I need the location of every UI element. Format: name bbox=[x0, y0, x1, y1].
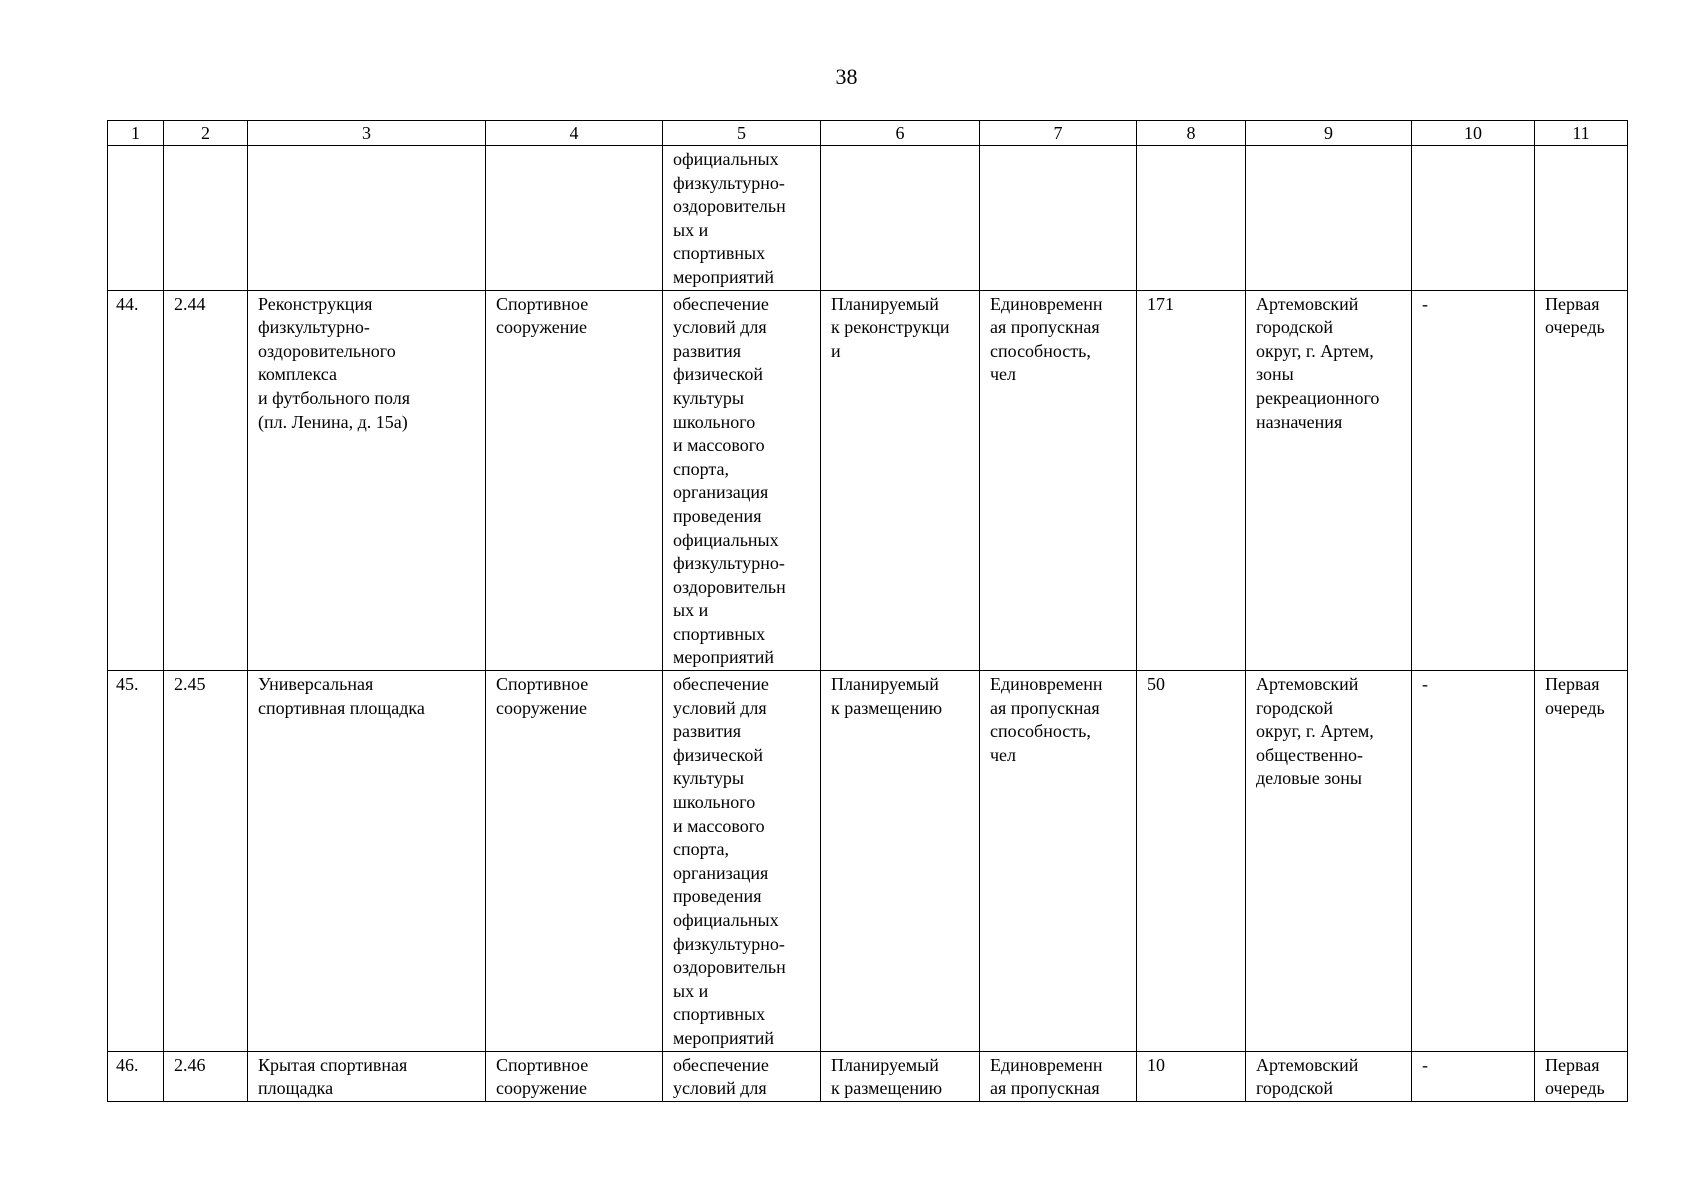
status-cell bbox=[821, 290, 980, 671]
column-header: 1 bbox=[108, 121, 164, 146]
column-header: 8 bbox=[1137, 121, 1246, 146]
table-cell bbox=[980, 146, 1137, 291]
table-cell bbox=[821, 146, 980, 291]
table-cell bbox=[486, 146, 663, 291]
object-name: Крытая спортивная площадка bbox=[258, 1054, 408, 1099]
stage-cell bbox=[1535, 671, 1628, 1052]
object-code: 2.44 bbox=[174, 293, 206, 314]
column-header: 2 bbox=[164, 121, 248, 146]
characteristic-text: Единовременн ая пропускная bbox=[990, 1054, 1103, 1099]
column-header: 3 bbox=[248, 121, 486, 146]
table-cell bbox=[108, 146, 164, 291]
zone-text: - bbox=[1422, 293, 1428, 314]
column-header: 6 bbox=[821, 121, 980, 146]
table-cell bbox=[1137, 146, 1246, 291]
stage-text: Первая очередь bbox=[1545, 293, 1605, 338]
location-text: Артемовский городской округ, г. Артем, общественно- деловые зоны bbox=[1256, 674, 1374, 789]
stage-text: Первая очередь bbox=[1545, 1054, 1605, 1099]
status-text: Планируемый к размещению bbox=[831, 674, 943, 718]
purpose-text: обеспечение условий для развития физической культуры школьного и массового спорта, организация проведения официальных физкультурно- оздоровительн ых и спортивных мероприятий bbox=[673, 293, 786, 668]
table-row bbox=[108, 671, 1628, 1052]
characteristic-cell bbox=[980, 290, 1137, 671]
object-type: Спортивное сооружение bbox=[496, 1054, 589, 1099]
zone-cell bbox=[1412, 1051, 1535, 1101]
characteristic-cell bbox=[980, 1051, 1137, 1101]
object-type: Спортивное сооружение bbox=[496, 674, 589, 718]
column-header: 5 bbox=[663, 121, 821, 146]
zone-cell bbox=[1412, 290, 1535, 671]
characteristic-text: Единовременн ая пропускная способность, чел bbox=[990, 293, 1103, 385]
object-name: Реконструкция физкультурно- оздоровительного комплекса и футбольного поля (пл. Ленина, д. 15а) bbox=[258, 293, 411, 432]
table-row bbox=[108, 1051, 1628, 1101]
row-number: 46. bbox=[116, 1054, 139, 1075]
location-text: Артемовский городской округ, г. Артем, зоны рекреационного назначения bbox=[1256, 293, 1380, 432]
characteristic-text: Единовременн ая пропускная способность, чел bbox=[990, 674, 1103, 765]
row-number-cell bbox=[108, 1051, 164, 1101]
zone-text: - bbox=[1422, 674, 1428, 695]
object-code-cell bbox=[164, 671, 248, 1052]
object-name: Универсальная спортивная площадка bbox=[258, 674, 425, 718]
characteristic-cell bbox=[980, 671, 1137, 1052]
table-cell bbox=[248, 146, 486, 291]
object-type: Спортивное сооружение bbox=[496, 293, 589, 338]
table-cell bbox=[164, 146, 248, 291]
object-name-cell bbox=[248, 1051, 486, 1101]
row-number-cell bbox=[108, 290, 164, 671]
page-number: 38 bbox=[835, 64, 858, 89]
object-code: 2.46 bbox=[174, 1054, 206, 1075]
table-cell bbox=[1246, 146, 1412, 291]
object-type-cell bbox=[486, 1051, 663, 1101]
status-text: Планируемый к размещению bbox=[831, 1054, 943, 1099]
stage-cell bbox=[1535, 290, 1628, 671]
column-header: 4 bbox=[486, 121, 663, 146]
value-text: 50 bbox=[1147, 674, 1165, 695]
column-header: 7 bbox=[980, 121, 1137, 146]
purpose-text: обеспечение условий для развития физической культуры школьного и массового спорта, организация проведения официальных физкультурно- оздоровительн ых и спортивных мероприятий bbox=[673, 674, 786, 1048]
row-number-cell bbox=[108, 671, 164, 1052]
object-code-cell bbox=[164, 290, 248, 671]
planning-table bbox=[107, 120, 1628, 1102]
column-header: 9 bbox=[1246, 121, 1412, 146]
location-cell bbox=[1246, 290, 1412, 671]
stage-cell bbox=[1535, 1051, 1628, 1101]
object-type-cell bbox=[486, 290, 663, 671]
location-text: Артемовский городской bbox=[1256, 1054, 1359, 1099]
column-header: 10 bbox=[1412, 121, 1535, 146]
value-cell bbox=[1137, 290, 1246, 671]
purpose-cell bbox=[663, 290, 821, 671]
table-cell bbox=[1535, 146, 1628, 291]
table-row-continuation bbox=[108, 146, 1628, 291]
zone-cell bbox=[1412, 671, 1535, 1052]
location-cell bbox=[1246, 1051, 1412, 1101]
status-cell bbox=[821, 671, 980, 1052]
status-text: Планируемый к реконструкци и bbox=[831, 293, 950, 361]
row-number: 45. bbox=[116, 674, 139, 695]
object-name-cell bbox=[248, 671, 486, 1052]
table-cell bbox=[1412, 146, 1535, 291]
table-cell bbox=[663, 146, 821, 291]
purpose-text: официальных физкультурно- оздоровительн ых и спортивных мероприятий bbox=[673, 149, 786, 287]
column-header: 11 bbox=[1535, 121, 1628, 146]
object-type-cell bbox=[486, 671, 663, 1052]
purpose-cell bbox=[663, 671, 821, 1052]
object-code: 2.45 bbox=[174, 674, 206, 695]
status-cell bbox=[821, 1051, 980, 1101]
row-number: 44. bbox=[116, 293, 139, 314]
value-cell bbox=[1137, 671, 1246, 1052]
header-row bbox=[108, 121, 1628, 146]
location-cell bbox=[1246, 671, 1412, 1052]
object-code-cell bbox=[164, 1051, 248, 1101]
value-text: 171 bbox=[1147, 293, 1174, 314]
value-text: 10 bbox=[1147, 1054, 1165, 1075]
purpose-text: обеспечение условий для bbox=[673, 1054, 769, 1099]
object-name-cell bbox=[248, 290, 486, 671]
purpose-cell bbox=[663, 1051, 821, 1101]
stage-text: Первая очередь bbox=[1545, 674, 1605, 718]
value-cell bbox=[1137, 1051, 1246, 1101]
zone-text: - bbox=[1422, 1054, 1428, 1075]
table-row bbox=[108, 290, 1628, 671]
